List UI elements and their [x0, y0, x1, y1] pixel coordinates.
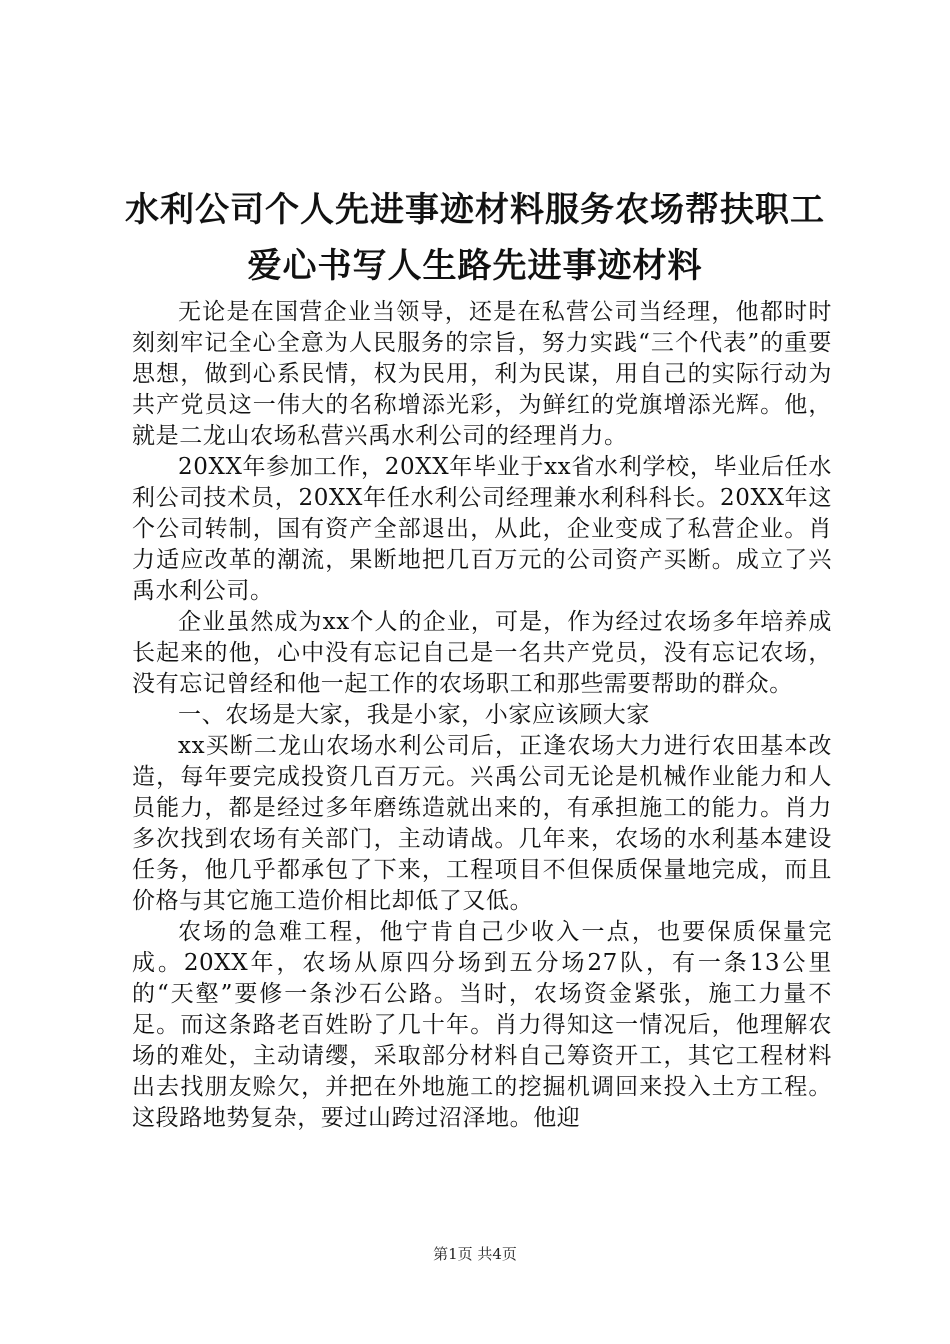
paragraph: 农场的急难工程，他宁肯自己少收入一点，也要保质保量完成。20XX年，农场从原四分场到五分场27队，有一条13公里的“天壑”要修一条沙石公路。当时，农场资金紧张，施工力量不足。而这条路老百姓盼了几十年。肖力得知这一情况后，他理解农场的难处，主动请缨，采取部分材料自己筹资开工，其它工程材料出去找朋友赊欠，并把在外地施工的挖掘机调回来投入土方工程。这段路地势复杂，要过山跨过沼泽地。他迎 — [132, 919, 832, 1131]
document-title-line-1: 水利公司个人先进事迹材料服务农场帮扶职工 — [125, 190, 825, 230]
document-body — [132, 297, 832, 1134]
document-title-line-2: 爱心书写人生路先进事迹材料 — [247, 246, 703, 286]
paragraph: 企业虽然成为xx个人的企业，可是，作为经过农场多年培养成长起来的他，心中没有忘记自己是一名共产党员，没有忘记农场，没有忘记曾经和他一起工作的农场职工和那些需要帮助的群众。 — [132, 609, 832, 697]
paragraph: xx买断二龙山农场水利公司后，正逢农场大力进行农田基本改造，每年要完成投资几百万元。兴禹公司无论是机械作业能力和人员能力，都是经过多年磨练造就出来的，有承担施工的能力。肖力多次找到农场有关部门，主动请战。几年来，农场的水利基本建设任务，他几乎都承包了下来，工程项目不但保质保量地完成，而且价格与其它施工造价相比却低了又低。 — [132, 733, 832, 914]
paragraph: 无论是在国营企业当领导，还是在私营公司当经理，他都时时刻刻牢记全心全意为人民服务的宗旨，努力实践“三个代表”的重要思想，做到心系民情，权为民用，利为民谋，用自己的实际行动为共产党员这一伟大的名称增添光彩，为鲜红的党旗增添光辉。他，就是二龙山农场私营兴禹水利公司的经理肖力。 — [132, 299, 832, 449]
section-heading: 一、农场是大家，我是小家，小家应该顾大家 — [178, 702, 650, 728]
page-footer: 第1页 共4页 — [433, 1245, 517, 1263]
paragraph: 20XX年参加工作，20XX年毕业于xx省水利学校，毕业后任水利公司技术员，20XX年任水利公司经理兼水利科科长。20XX年这个公司转制，国有资产全部退出，从此，企业变成了私营企业。肖力适应改革的潮流，果断地把几百万元的公司资产买断。成立了兴禹水利公司。 — [132, 454, 832, 604]
